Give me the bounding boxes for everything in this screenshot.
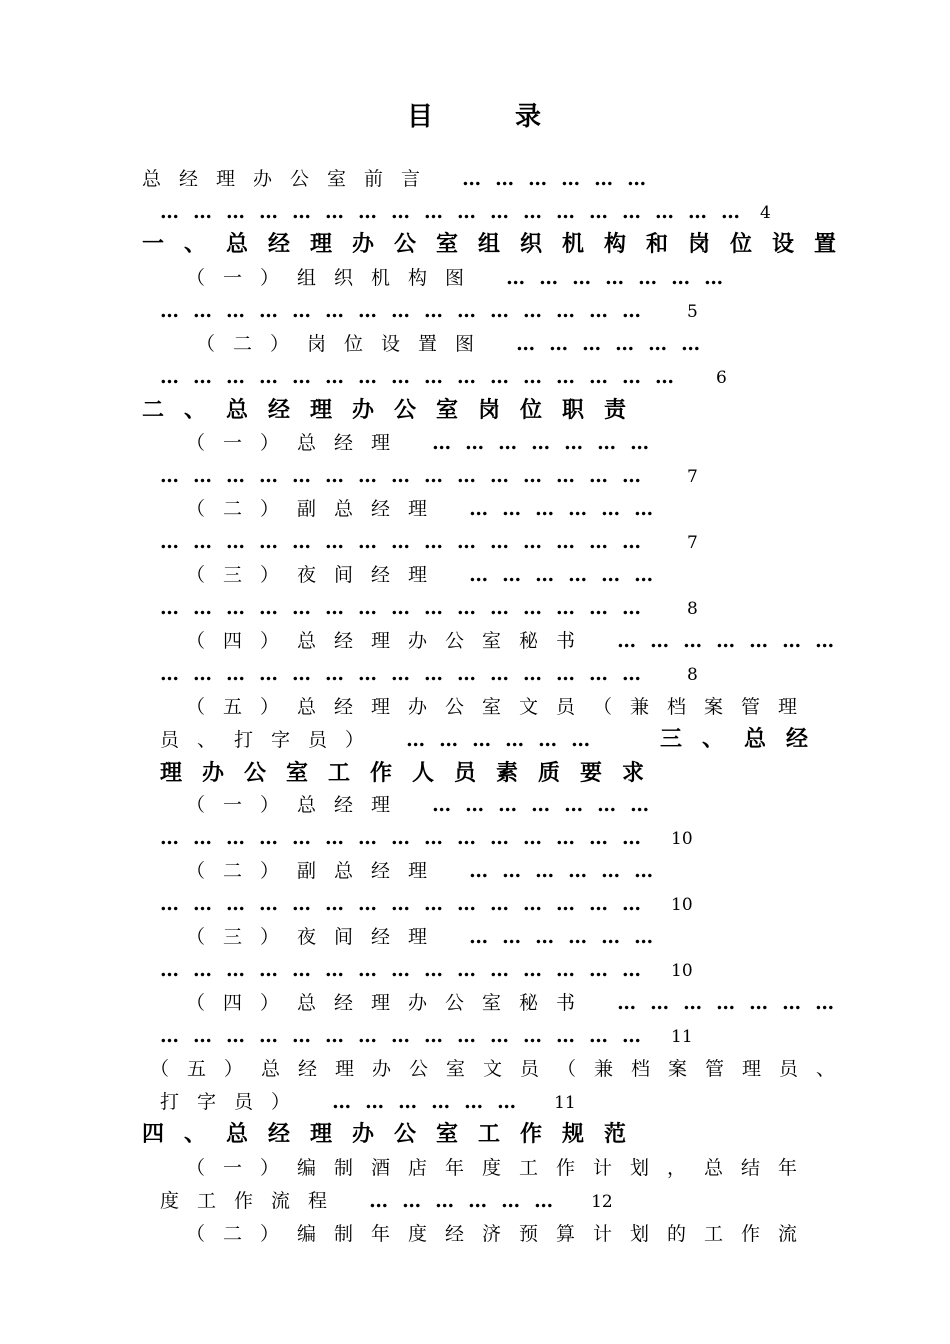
- leader-dots: ………………: [516, 333, 715, 355]
- toc-entry-gm-quality[interactable]: [186, 792, 663, 818]
- page-number: 10: [671, 895, 693, 915]
- toc-entry-label: （五）总经理办公室文员（兼档案管理员、: [150, 1058, 854, 1080]
- page-title: [0, 96, 950, 133]
- toc-entry-clerk-cont: [160, 727, 620, 754]
- toc-entry-org-chart[interactable]: [186, 265, 737, 291]
- leader-dots: …………………: [432, 432, 664, 454]
- leader-dots: ………………………………………: [160, 827, 655, 849]
- toc-entry-label: 员、打字员）: [160, 729, 383, 751]
- leader-dots: ………………: [406, 729, 605, 751]
- section-heading-1[interactable]: 一、总经理办公室组织机构和岗位设置: [142, 231, 857, 257]
- toc-entry-deputy-gm-cont: [160, 529, 698, 556]
- toc-entry-label: （一）编制酒店年度工作计划，总结年: [186, 1157, 816, 1179]
- toc-entry-preface[interactable]: [142, 166, 660, 192]
- toc-entry-post-chart-cont: [160, 364, 727, 391]
- toc-entry-secretary[interactable]: [186, 628, 848, 654]
- leader-dots: ………………………………………………: [160, 201, 754, 223]
- leader-dots: …………………: [432, 794, 664, 816]
- page-number: 7: [687, 533, 698, 553]
- leader-dots: …………………: [617, 630, 849, 652]
- leader-dots: ………………………………………: [160, 959, 655, 981]
- toc-entry-label: （四）总经理办公室秘书: [186, 630, 594, 652]
- leader-dots: …………………: [617, 992, 849, 1014]
- toc-entry-label: （二）编制年度经济预算计划的工作流: [186, 1223, 816, 1245]
- section-heading-2[interactable]: 二、总经理办公室岗位职责: [142, 397, 647, 423]
- toc-entry-night-manager-cont: [160, 595, 698, 622]
- leader-dots: …………………………………………: [160, 366, 688, 388]
- leader-dots: ………………: [332, 1091, 531, 1113]
- section-heading-3-start[interactable]: 三、总经: [660, 726, 829, 752]
- toc-entry-label: （三）夜间经理: [186, 926, 446, 948]
- toc-entry-annual-plan-cont: [160, 1188, 613, 1215]
- leader-dots: ………………………………………: [160, 597, 655, 619]
- leader-dots: ………………: [469, 564, 668, 586]
- toc-entry-label: 总经理办公室前言: [142, 168, 439, 190]
- leader-dots: ………………: [469, 860, 668, 882]
- toc-entry-night-manager[interactable]: [186, 562, 667, 588]
- leader-dots: ………………………………………: [160, 300, 655, 322]
- leader-dots: ………………………………………: [160, 663, 655, 685]
- toc-entry-gm-cont: [160, 463, 698, 490]
- toc-entry-secretary-cont: [160, 661, 698, 688]
- toc-entry-label: 度工作流程: [160, 1190, 346, 1212]
- toc-entry-label: （一）总经理: [186, 794, 409, 816]
- toc-entry-label: （一）组织机构图: [186, 267, 483, 289]
- toc-entry-budget-plan[interactable]: [186, 1221, 815, 1247]
- leader-dots: …………………: [506, 267, 738, 289]
- toc-entry-secretary-quality-cont: [160, 1023, 693, 1050]
- page-number: 8: [687, 599, 698, 619]
- toc-entry-label: （一）总经理: [186, 432, 409, 454]
- toc-entry-deputy-gm-quality-cont: [160, 891, 693, 918]
- toc-entry-label: 打字员）: [160, 1091, 309, 1113]
- leader-dots: ………………………………………: [160, 893, 655, 915]
- leader-dots: ………………: [469, 926, 668, 948]
- page-number: 12: [591, 1192, 613, 1212]
- toc-entry-annual-plan[interactable]: [186, 1155, 815, 1181]
- section-heading-4[interactable]: 四、总经理办公室工作规范: [142, 1121, 647, 1147]
- leader-dots: ………………: [462, 168, 661, 190]
- page-number: 7: [687, 467, 698, 487]
- toc-entry-label: （二）岗位设置图: [196, 333, 493, 355]
- toc-entry-preface-cont: [160, 199, 771, 226]
- toc-entry-clerk-quality[interactable]: [150, 1056, 853, 1082]
- toc-entry-org-chart-cont: [160, 298, 698, 325]
- page-number: 8: [687, 665, 698, 685]
- toc-entry-night-manager-quality[interactable]: [186, 924, 667, 950]
- toc-entry-deputy-gm[interactable]: [186, 496, 667, 522]
- toc-entry-secretary-quality[interactable]: [186, 990, 848, 1016]
- leader-dots: ………………………………………: [160, 1025, 655, 1047]
- leader-dots: ………………: [469, 498, 668, 520]
- page-number: 10: [671, 961, 693, 981]
- toc-entry-gm-quality-cont: [160, 825, 693, 852]
- section-heading-3-cont[interactable]: 理办公室工作人员素质要求: [160, 760, 665, 786]
- page-number: 5: [687, 302, 698, 322]
- title-char-right: 录: [515, 102, 544, 132]
- toc-entry-clerk[interactable]: [186, 694, 815, 720]
- title-char-left: 目: [406, 102, 435, 132]
- leader-dots: ………………………………………: [160, 531, 655, 553]
- page-number: 4: [760, 203, 771, 223]
- toc-entry-label: （三）夜间经理: [186, 564, 446, 586]
- toc-entry-clerk-quality-cont: [160, 1089, 576, 1116]
- toc-entry-label: （二）副总经理: [186, 860, 446, 882]
- page-number: 10: [671, 829, 693, 849]
- toc-entry-post-chart[interactable]: [196, 331, 714, 357]
- toc-entry-label: （二）副总经理: [186, 498, 446, 520]
- leader-dots: ………………: [369, 1190, 568, 1212]
- toc-entry-deputy-gm-quality[interactable]: [186, 858, 667, 884]
- page-number: 11: [671, 1027, 693, 1047]
- toc-entry-night-manager-quality-cont: [160, 957, 693, 984]
- toc-entry-label: （四）总经理办公室秘书: [186, 992, 594, 1014]
- page-number: 11: [554, 1093, 576, 1113]
- toc-entry-gm[interactable]: [186, 430, 663, 456]
- leader-dots: ………………………………………: [160, 465, 655, 487]
- toc-entry-label: （五）总经理办公室文员（兼档案管理: [186, 696, 816, 718]
- page-number: 6: [716, 368, 727, 388]
